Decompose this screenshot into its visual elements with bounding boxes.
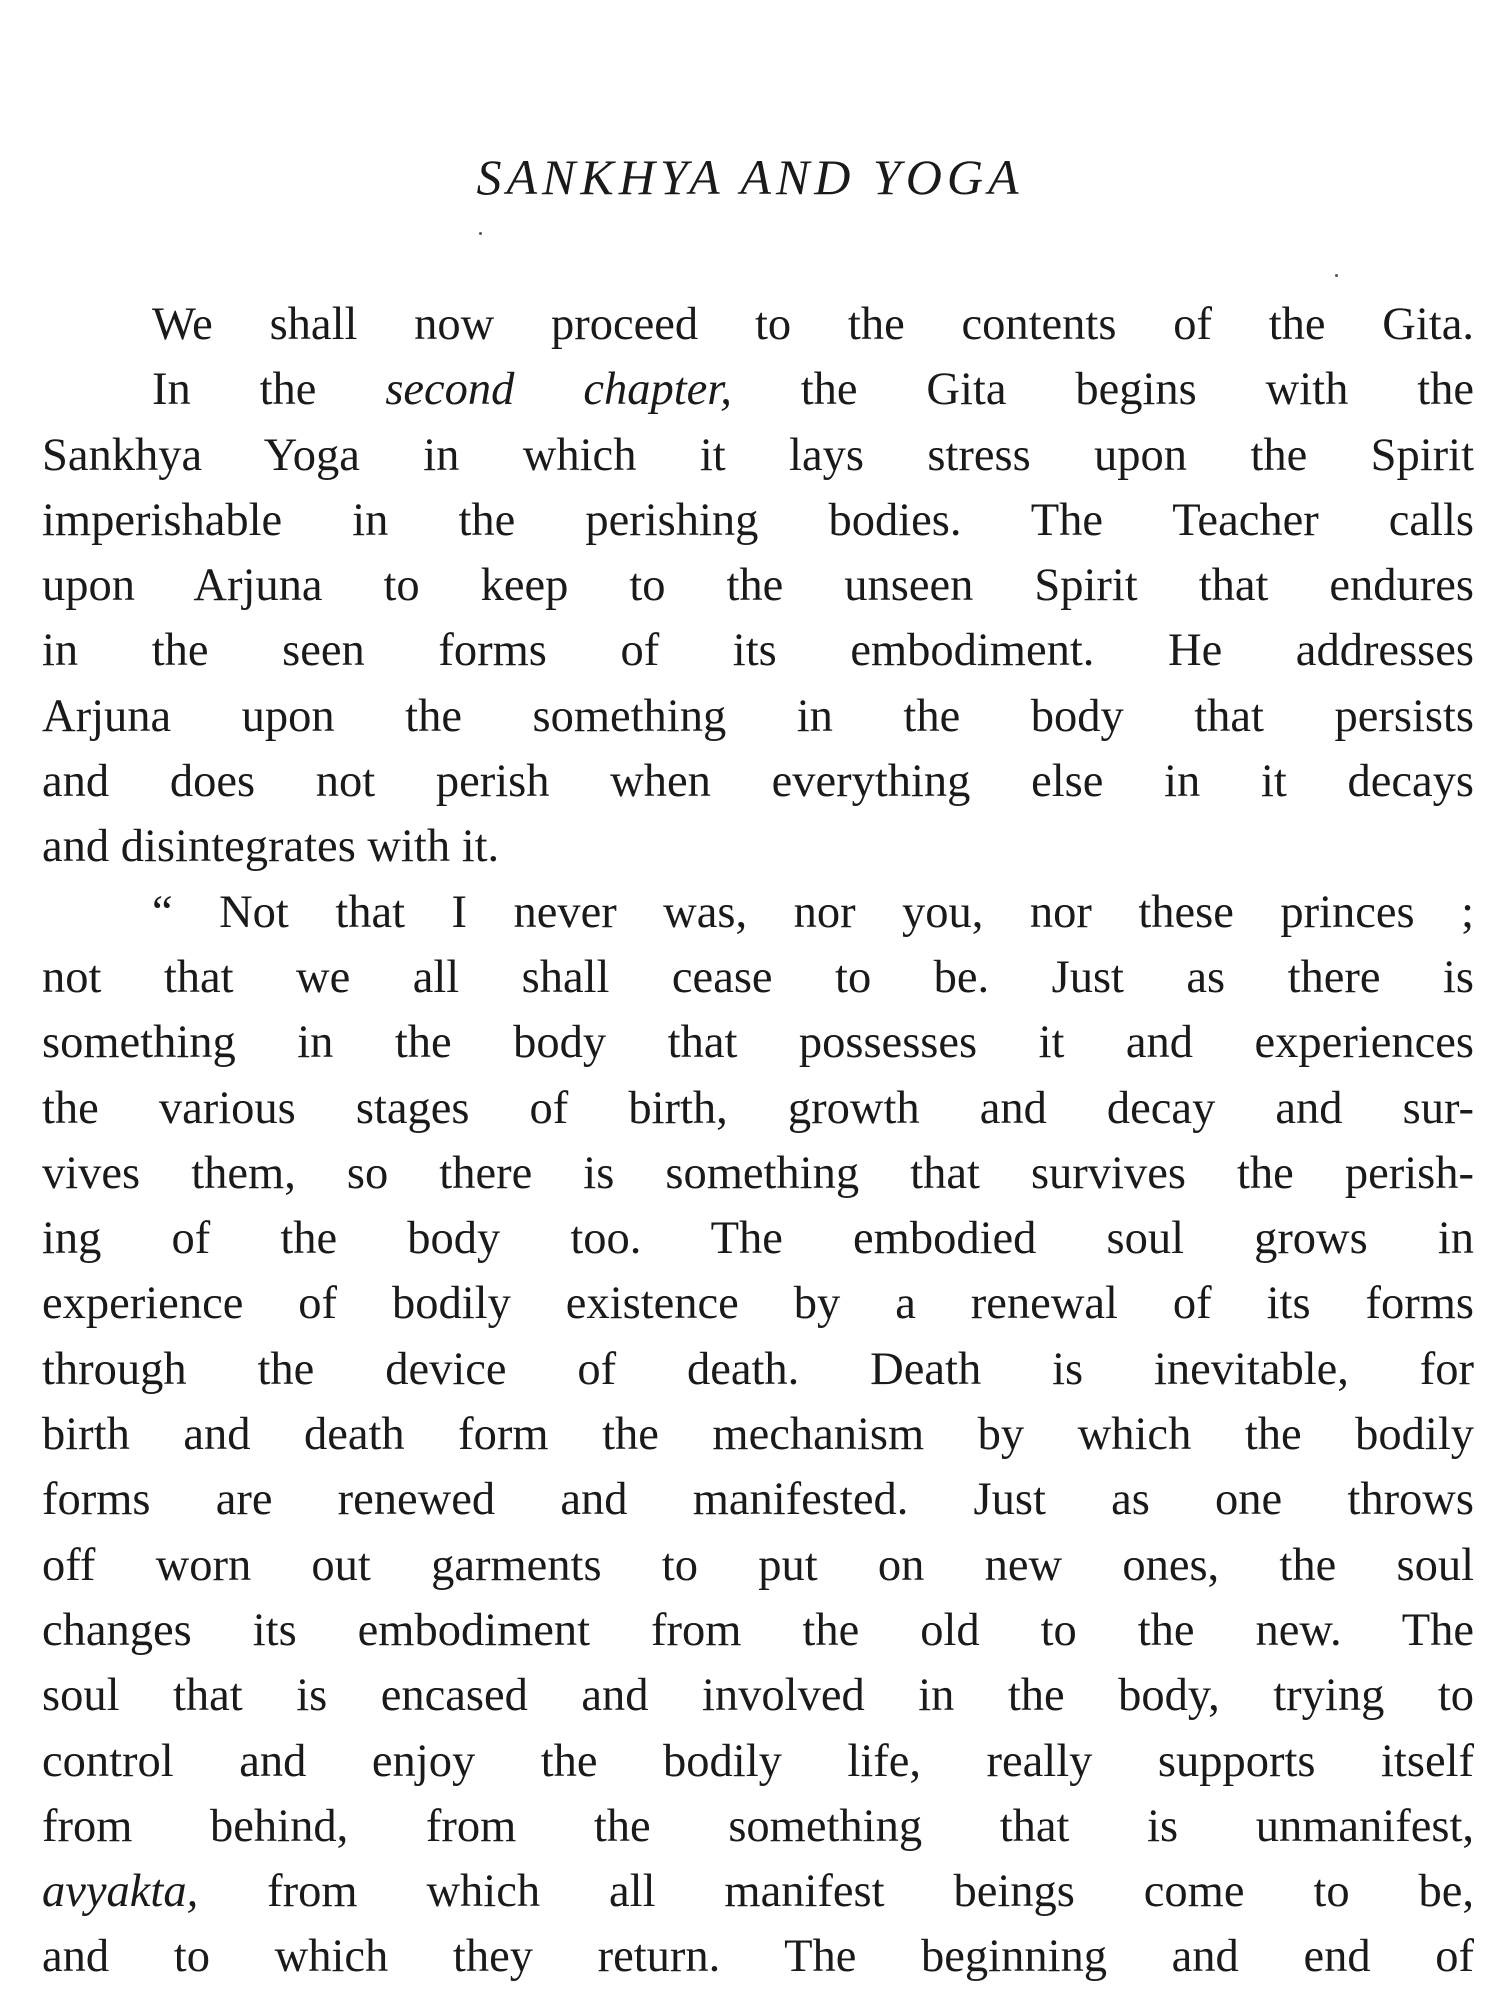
- text-line: forms are renewed and manifested. Just as one throws: [42, 1474, 1474, 1526]
- text-line: in the seen forms of its embodiment. He addresses: [42, 625, 1474, 677]
- text-segment: from which all manifest beings come to be,: [198, 1866, 1474, 1918]
- text-line: soul that is encased and involved in the body, trying to: [42, 1670, 1474, 1722]
- text-line: “ Not that I never was, nor you, nor these princes ;: [152, 886, 1474, 938]
- text-line: off worn out garments to put on new ones, the soul: [42, 1539, 1474, 1591]
- text-segment: In the: [152, 364, 386, 416]
- body-text: [42, 292, 1474, 1990]
- text-line: and does not perish when everything else in it decays: [42, 756, 1474, 808]
- text-line: [42, 357, 1474, 422]
- text-line: through the device of death. Death is inevitable, for: [42, 1343, 1474, 1395]
- text-line: changes its embodiment from the old to the new. The: [42, 1604, 1474, 1656]
- text-line: control and enjoy the bodily life, really supports itself: [42, 1735, 1474, 1787]
- text-line: We shall now proceed to the contents of the Gita.: [152, 299, 1474, 350]
- text-line: ing of the body too. The embodied soul grows in: [42, 1213, 1474, 1265]
- text-line: the various stages of birth, growth and decay and sur-: [42, 1082, 1474, 1134]
- scan-speck: [479, 232, 482, 235]
- running-head: SANKHYA AND YOGA: [476, 149, 1024, 205]
- text-line: [42, 1859, 1474, 1924]
- text-line: Arjuna upon the something in the body that persists: [42, 690, 1474, 742]
- text-line: vives them, so there is something that survives the perish-: [42, 1147, 1474, 1199]
- text-line: from behind, from the something that is unmanifest,: [42, 1800, 1474, 1852]
- scan-speck: [1335, 274, 1338, 277]
- text-line: birth and death form the mechanism by which the bodily: [42, 1409, 1474, 1461]
- text-segment: the Gita begins with the: [731, 364, 1475, 416]
- italic-phrase: avyakta,: [42, 1866, 199, 1918]
- text-line: and disintegrates with it.: [42, 821, 500, 873]
- text-line: something in the body that possesses it and experiences: [42, 1017, 1474, 1069]
- text-line: Sankhya Yoga in which it lays stress upon the Spirit: [42, 429, 1474, 481]
- text-line: imperishable in the perishing bodies. The Teacher calls: [42, 494, 1474, 546]
- text-line: not that we all shall cease to be. Just as there is: [42, 951, 1474, 1003]
- italic-phrase: second chapter,: [385, 364, 732, 416]
- text-line: experience of bodily existence by a renewal of its forms: [42, 1278, 1474, 1330]
- text-line: upon Arjuna to keep to the unseen Spirit that endures: [42, 560, 1474, 612]
- text-line: and to which they return. The beginning and end of: [42, 1931, 1474, 1983]
